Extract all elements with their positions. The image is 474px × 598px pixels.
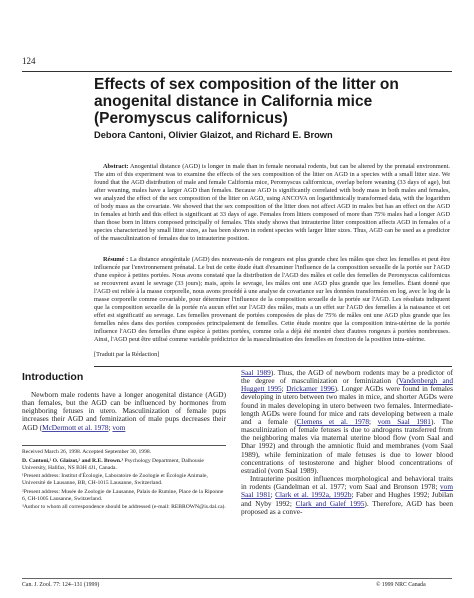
- body-text: ; Faber and Hughes 1992; Jubilan and Nyby 1992;: [241, 490, 453, 508]
- citation-link[interactable]: Clark and Galef 1995: [295, 498, 365, 508]
- abstract-body: Anogenital distance (AGD) is longer in male than in female neonatal rodents, but can be altered by the prenatal environment. The aim of this experiment was to examine the effects of the sex composition of the litter on AGD in a species with a small litter size. We found that the AGD distribution of male and female California mice, Peromyscus californicus, overlap before weaning (33 days of age), but after weaning, males have a larger AGD than females. Because AGD is significantly correlated with body mass in both males and females, we analyzed the effect of the sex composition of the litter on AGD, using ANCOVA on logarithmically transformed data, with the logarithm of body mass as the covariate. We showed that the sex composition of the litter does not affect AGD in males but has an effect on the AGD in females at birth and this effect is significant at 33 days of age. Females from litters composed of more than 75% males had a longer AGD than those born in litters composed principally of females. This study shows that intrauterine litter composition affects AGD in females of a species characterized by small litter sizes, as has been shown in rodent species with larger litter sizes. Thus, AGD can be used as a predictor of the masculinization of females due to intrauterine position.: [94, 163, 450, 243]
- body-text: ). Thus, the AGD of newborn rodents may be a predictor of the degree of masculinization or feminization (: [241, 368, 454, 386]
- received-dates: Received March 26, 1998. Accepted September 30, 1998.: [22, 449, 152, 455]
- footnote-marker-1: ¹: [22, 473, 24, 480]
- title-line-2: anogenital distance in California mice: [94, 93, 373, 110]
- footnotes: [22, 449, 226, 513]
- article-title: [94, 76, 454, 127]
- resume-body: La distance anogénitale (AGD) des nouveau-nés de rongeurs est plus grande chez les mâles que chez les femelles et peut être influencée par l'environnement prénatal. Le but de cette étude était d'examiner l'influence de la composition sexuelle de la portée sur l'AGD d'une espèce à petites portées. Nous avons constaté que la distribution de l'AGD des mâles et celle des femelles de Peromyscus californicus se recouvrent avant le sevrage (33 jours); mais, après le sevrage, les mâles ont une AGD plus grande que les femelles. Étant donné que l'AGD est reliée à la masse corporelle, nous avons procédé à une analyse de covariance sur les données transformées en log, avec le log de la masse corporelle comme covariable, pour déterminer l'influence de la composition sexuelle de la portée sur l'AGD. Les résultats indiquent que la composition sexuelle de la portée n'a aucun effet sur l'AGD des mâles, mais a un effet sur l'AGD des femelles à la naissance et cet effet est significatif au sevrage. Les femelles provenant de portées composées de plus de 75% de mâles ont une AGD plus grande que les femelles nées dans des portées composées principalement de femelles. Cette étude montre que la composition intra-utérine de la portée influence l'AGD des femelles d'une espèce à petites portées, comme cela a déjà été montré chez d'autres rongeurs à portées nombreuses. Ainsi, l'AGD peut être utilisé comme variable prédictrice de la masculinisation des femelles en fonction de la position intra-utérine.: [94, 256, 450, 344]
- footnote-marker-3: ³: [22, 504, 24, 511]
- title-line-1: Effects of sex composition of the litter on: [94, 76, 399, 93]
- body-text: Intrauterine position influences morphological and behavioral traits in rodents (Gandelman et al. 1977; vom Saal and Bronson 1978;: [241, 474, 453, 492]
- abstract-label: Abstract:: [103, 163, 129, 170]
- body-text: ;: [281, 384, 287, 394]
- abstract-french: [94, 256, 450, 345]
- citation-link[interactable]: Saal 1989: [241, 368, 271, 377]
- footer-rule: [22, 578, 452, 579]
- section-heading-introduction: Introduction: [22, 371, 84, 383]
- resume-label: Résumé :: [103, 256, 129, 263]
- citation-link[interactable]: vom Saal 1981: [377, 416, 431, 426]
- section-rule: [94, 366, 452, 367]
- footnote-1: Present address: Institut d'Écologie, Laboratoire de Zoologie et Écologie Animale, Université de Lausanne, BB, CH-1015 Lausanne, Switzerland.: [22, 473, 208, 486]
- title-line-3: (Peromyscus californicus): [94, 110, 288, 127]
- footnote-2: Present address: Musée de Zoologie de Lausanne, Palais de Rumine, Place de la Riponne 6, CH-1005 Lausanne, Switzerland.: [22, 488, 224, 502]
- intro-text: Newborn male rodents have a longer anogenital distance (AGD) than females, but the AGD can be influenced by hormones from neighboring fetuses in utero. Masculinization of female pups increases their AGD and feminization of male pups decreases their AGD (: [22, 390, 226, 432]
- footnote-authors: D. Cantoni,¹ O. Glaizot,² and R.E. Brown.³: [22, 457, 124, 464]
- body-text: ). Longer AGDs were found in females developing in utero between two males in mice, and shorter AGDs were found in males developing in utero between two females. Intermediate-length AGDs were found for mice and rats developing between a male and a female (: [241, 384, 453, 426]
- footnote-affiliation: Psychology Department, Dalhousie University, Halifax, NS B3H 4J1, Canada.: [22, 457, 204, 471]
- citation-link[interactable]: Clemens et al. 1978: [296, 416, 370, 426]
- footnote-marker-2: ²: [22, 488, 24, 495]
- citation-link[interactable]: Clark et al. 1992a, 1992b: [275, 490, 352, 500]
- page-number: 124: [22, 56, 36, 66]
- body-text: ). Therefore, AGD has been proposed as a conve-: [241, 498, 453, 516]
- abstract-english: [94, 163, 450, 243]
- intro-paragraph: [22, 391, 226, 432]
- body-text: ;: [270, 490, 276, 500]
- citation-link[interactable]: McDermott et al. 1978: [42, 422, 109, 432]
- intro-separator: ;: [108, 422, 113, 432]
- footnote-rule: [22, 445, 226, 446]
- journal-citation: Can. J. Zool. 77: 124–131 (1999): [22, 582, 100, 588]
- translator-note: [Traduit par la Rédaction]: [94, 351, 160, 358]
- right-column: [241, 369, 453, 516]
- citation-link[interactable]: Drickamer 1996: [286, 384, 335, 394]
- header-rule: [22, 71, 452, 72]
- body-text: ). The masculinization of female fetuses is due to androgens transferred from the neighboring males via maternal uterine blood flow (vom Saal and Dhar 1992) and through the amniotic fluid and membranes (vom Saal 1989), while feminization of male fetuses is due to lower blood concentrations of testosterone and higher blood concentrations of estradiol (vom Saal 1989).: [241, 416, 453, 475]
- copyright: © 1999 NRC Canada: [376, 582, 426, 588]
- citation-link[interactable]: vom: [112, 422, 126, 432]
- citation-link[interactable]: vom Saal 1981: [241, 482, 453, 500]
- citation-link[interactable]: Vandenbergh and Huggett 1995: [241, 376, 453, 394]
- author-list: Debora Cantoni, Olivier Glaizot, and Richard E. Brown: [94, 130, 333, 140]
- footnote-3: Author to whom all correspondence should be addressed (e-mail: REBROWN@is.dal.ca).: [23, 504, 226, 511]
- body-text: ;: [369, 416, 378, 426]
